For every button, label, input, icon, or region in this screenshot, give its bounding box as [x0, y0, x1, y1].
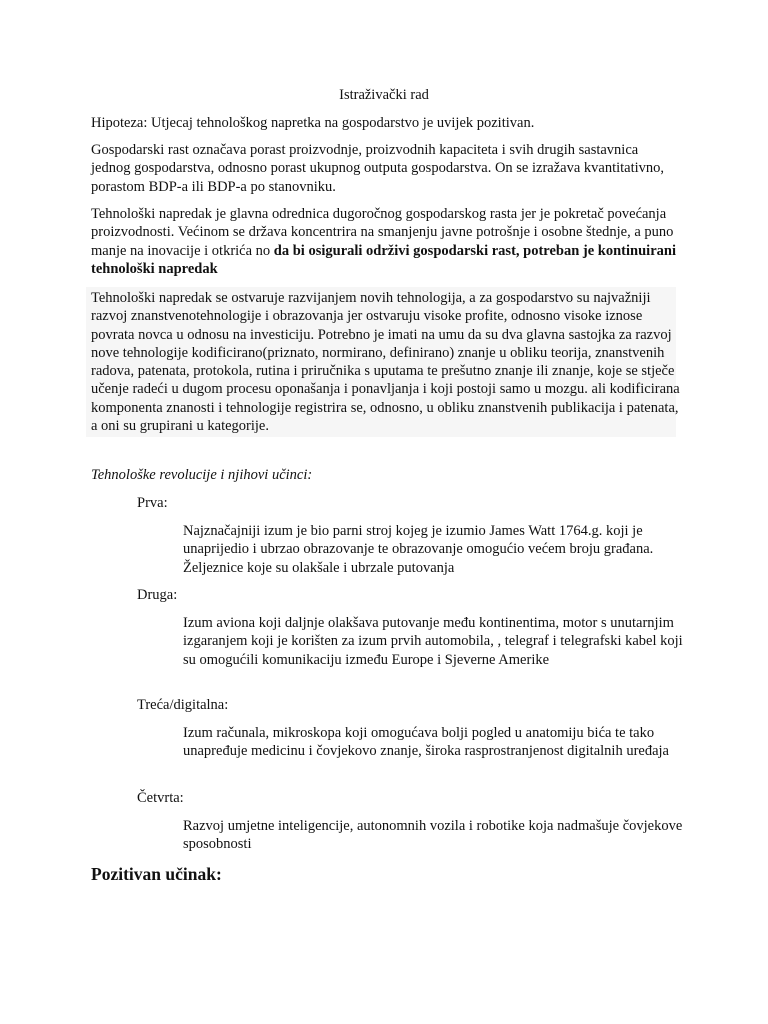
revolution-label-second: Druga: — [137, 587, 178, 603]
revolution-text-third: Izum računala, mikroskopa koji omogućava bolji pogled u anatomiju bića te tako unapređuje medicinu i čovjekovo znanje, široka rasprostranjenost digitalnih uređaja — [183, 725, 669, 760]
revolutions-heading: Tehnološke revolucije i njihovi učinci: — [91, 467, 313, 483]
paragraph-tech-progress-normal: Tehnološki napredak je glavna odrednica dugoročnog gospodarskog rasta jer je pokretač povećanja proizvodnosti. Većinom se država koncentrira na smanjenju javne potrošnje i osobne štednje, a puno manje na inovacije i otkrića no — [91, 206, 674, 259]
hypothesis-text: Hipoteza: Utjecaj tehnološkog napretka na gospodarstvo je uvijek pozitivan. — [91, 115, 535, 131]
revolution-text-second: Izum aviona koji daljnje olakšava putovanje među kontinentima, motor s unutarnjim izgaranjem koji je korišten za izum prvih automobila, , telegraf i telegrafski kabel koji su omogućili komunikaciju između Europe i Sjeverne Amerike — [183, 615, 683, 668]
revolution-label-third: Treća/digitalna: — [137, 697, 229, 713]
revolution-label-fourth: Četvrta: — [137, 790, 184, 806]
positive-effect-heading: Pozitivan učinak: — [91, 864, 222, 884]
paragraph-development: Tehnološki napredak se ostvaruje razvijanjem novih tehnologija, a za gospodarstvo su najvažniji razvoj znanstvenotehnologije i obrazovanja jer ostvaruju visoke profite, odnosno visoke iznose povrata novca u odnosu na investiciju. Potrebno je imati na umu da su dva glavna sastojka za razvoj nove tehnologije kodificirano(priznato, normirano, definirano) znanje u obliku teorija, znanstvenih radova, patenata, protokola, rutina i priručnika s uputama te prešutno znanje ili znanje, koje se stječe učenje radeći u dugom procesu oponašanja i ponavljanja i koji postoji samo u mozgu. ali kodificirana komponenta znanosti i tehnologije registrira se, odnosno, u obliku znanstvenih publikacija i patenata, a oni su grupirani u kategorije. — [91, 290, 680, 435]
revolution-label-first: Prva: — [137, 495, 168, 511]
paragraph-tech-progress-bold: da bi osigurali održivi gospodarski rast, potreban je kontinuirani tehnološki napredak — [91, 242, 676, 277]
revolution-text-first: Najznačajniji izum je bio parni stroj kojeg je izumio James Watt 1764.g. koji je unaprijedio i ubrzao obrazovanje te obrazovanje omogućio većem broju građana. Željeznice koje su olakšale i ubrzale putovanja — [183, 523, 654, 576]
revolution-text-fourth: Razvoj umjetne inteligencije, autonomnih vozila i robotike koja nadmašuje čovjekove sposobnosti — [183, 818, 683, 853]
document-title: Istraživački rad — [339, 87, 429, 103]
paragraph-tech-progress — [91, 205, 681, 278]
paragraph-growth: Gospodarski rast označava porast proizvodnje, proizvodnih kapaciteta i svih drugih sastavnica jednog gospodarstva, odnosno porast ukupnog outputa gospodarstva. On se izražava kvantitativno, porastom BDP-a ili BDP-a po stanovniku. — [91, 142, 665, 195]
